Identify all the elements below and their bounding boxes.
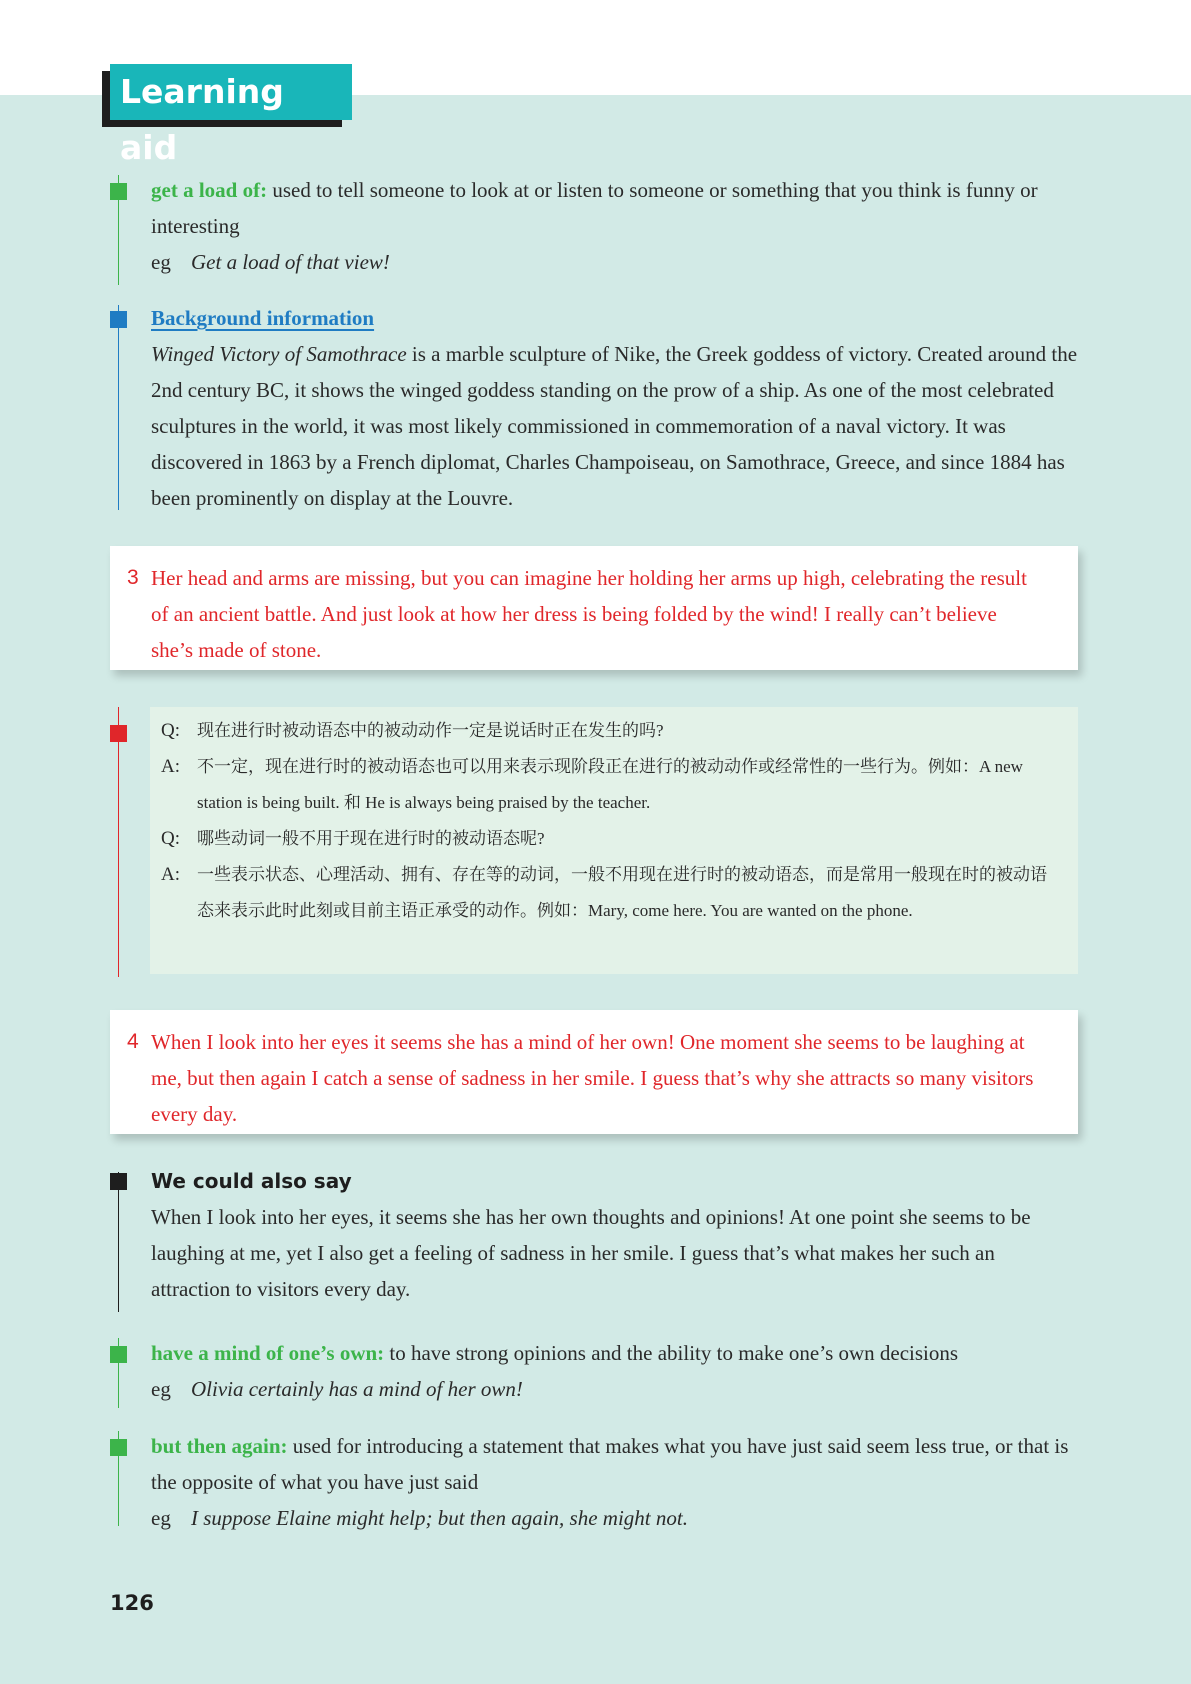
vocab-but-then-again <box>110 1431 1078 1530</box>
black-square-marker <box>110 1173 127 1190</box>
vocab-term: get a load of: <box>151 178 268 202</box>
passage-text: Her head and arms are missing, but you can imagine her holding her arms up high, celebrating the result of an ancient battle. And just look at how her dress is being folded by the wind! I really can’t believe she’s made of stone. <box>151 566 1027 662</box>
vocab-term: have a mind of one’s own: <box>151 1341 385 1365</box>
red-square-marker <box>110 725 127 742</box>
vocab-get-a-load-of <box>110 175 1078 285</box>
grammar-qa-box <box>150 707 1078 974</box>
qa-text: 一些表示状态、心理活动、拥有、存在等的动词，一般不用现在进行时的被动语态，而是常用一般现在时的被动语态来表示此时此刻或目前主语正承受的动作。例如：Mary, come here. You are wanted on the phone. <box>197 865 1047 920</box>
example-sentence: I suppose Elaine might help; but then again, she might not. <box>191 1506 688 1530</box>
blue-square-marker <box>110 311 127 328</box>
eg-label: eg <box>151 1377 171 1401</box>
passage-number: 3 <box>127 566 139 589</box>
green-square-marker <box>110 183 127 200</box>
page-number: 126 <box>110 1591 154 1615</box>
qa-text: 现在进行时被动语态中的被动动作一定是说话时正在发生的吗? <box>197 721 664 740</box>
vocab-definition: used for introducing a statement that makes what you have just said seem less true, or that is the opposite of what you have just said <box>151 1434 1069 1494</box>
qa-label: A: <box>161 756 180 777</box>
background-information <box>110 305 1078 510</box>
passage-text: When I look into her eyes it seems she has a mind of her own! One moment she seems to be laughing at me, but then again I catch a sense of sadness in her smile. I guess that’s why she attracts so many visitors every day. <box>151 1030 1034 1126</box>
qa-text: 哪些动词一般不用于现在进行时的被动语态呢? <box>197 829 545 848</box>
green-square-marker <box>110 1346 127 1363</box>
section-line <box>118 305 119 510</box>
we-could-also-say <box>110 1169 1078 1312</box>
background-heading: Background information <box>151 306 375 330</box>
example-sentence: Get a load of that view! <box>191 250 390 274</box>
sculpture-title: Winged Victory of Samothrace <box>151 342 407 366</box>
also-say-text: When I look into her eyes, it seems she has her own thoughts and opinions! At one point she seems to be laughing at me, yet I also get a feeling of sadness in her smile. I guess that’s what makes her such an attraction to visitors every day. <box>151 1205 1031 1301</box>
page-title: Learning aid <box>110 64 352 120</box>
passage-box-4 <box>110 1010 1078 1134</box>
qa-label: A: <box>161 864 180 885</box>
section-line <box>118 1172 119 1312</box>
vocab-term: but then again: <box>151 1434 288 1458</box>
vocab-definition: to have strong opinions and the ability to make one’s own decisions <box>384 1341 959 1365</box>
example-sentence: Olivia certainly has a mind of her own! <box>191 1377 523 1401</box>
grammar-qa-section <box>110 707 150 977</box>
eg-label: eg <box>151 1506 171 1530</box>
vocab-have-a-mind-of-ones-own <box>110 1338 1078 1408</box>
passage-number: 4 <box>127 1030 139 1053</box>
qa-label: Q: <box>161 828 180 849</box>
background-text: is a marble sculpture of Nike, the Greek goddess of victory. Created around the 2nd century BC, it shows the winged goddess standing on the prow of a ship. As one of the most celebrated sculptures in the world, it was most likely commissioned in commemoration of a naval victory. It was discovered in 1863 by a French diplomat, Charles Champoiseau, on Samothrace, Greece, and since 1884 has been prominently on display at the Louvre. <box>151 342 1078 510</box>
section-line <box>118 707 119 977</box>
vocab-definition: used to tell someone to look at or listen to someone or something that you think is funny or interesting <box>151 178 1038 238</box>
qa-label: Q: <box>161 720 180 741</box>
also-say-heading: We could also say <box>151 1169 352 1193</box>
passage-box-3 <box>110 546 1078 670</box>
green-square-marker <box>110 1439 127 1456</box>
eg-label: eg <box>151 250 171 274</box>
qa-text: 不一定，现在进行时的被动语态也可以用来表示现阶段正在进行的被动动作或经常性的一些行为。例如：A new station is being built. 和 He is always being praised by the teacher. <box>197 757 1023 812</box>
